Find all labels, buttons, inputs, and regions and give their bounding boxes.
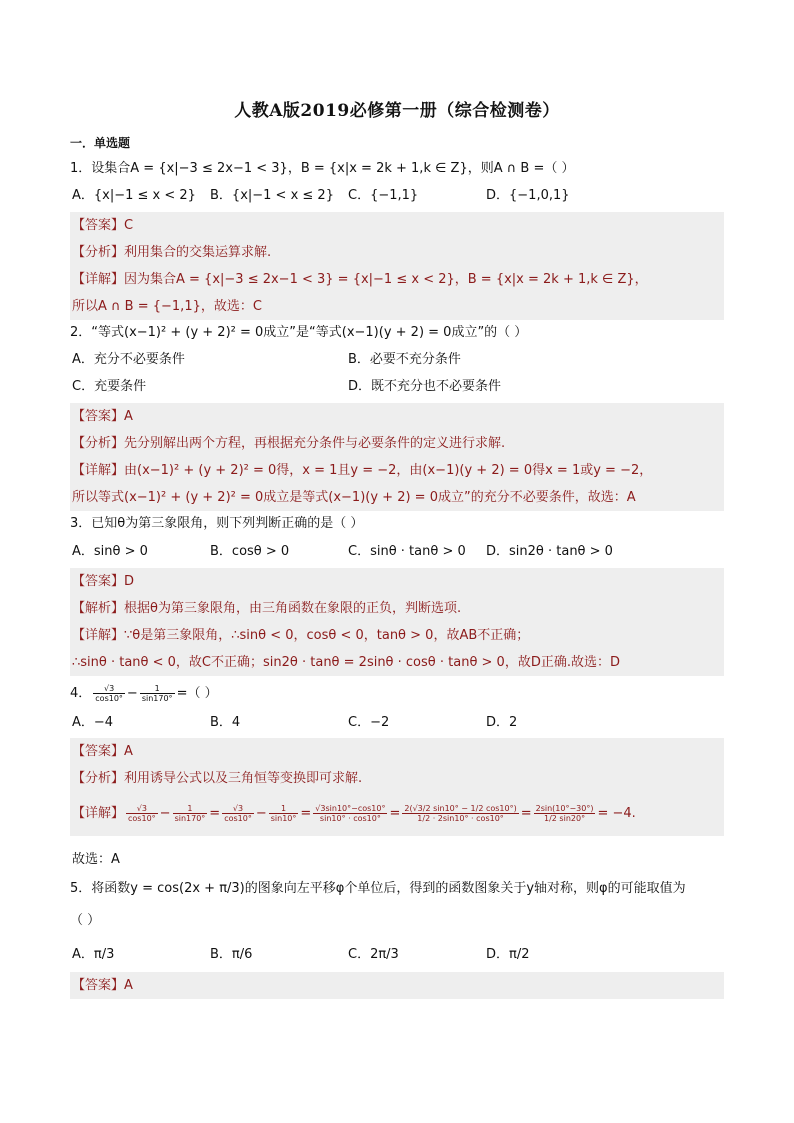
q3-analysis: 【解析】根据θ为第三象限角，由三角函数在象限的正负，判断选项. <box>72 601 462 616</box>
section-heading: 一．单选题 <box>70 136 131 150</box>
q4-stem-suffix: =（ ） <box>176 686 218 701</box>
q4-detail-fraction-1-numerator: √3 <box>126 804 158 814</box>
q4-detail-fraction-3 <box>222 804 254 823</box>
q4-detail-fraction-1-denominator: cos10° <box>128 814 156 823</box>
q5-option-a: A．π/3 <box>72 947 115 962</box>
q4-detail-fraction-4-denominator: sin10° · cos10° <box>319 814 381 823</box>
q4-fraction-2-numerator: 1 <box>140 684 175 694</box>
q4-detail-fraction-5-numerator: 2(√3/2 sin10° − 1/2 cos10°) <box>404 804 517 813</box>
q4-option-c: C．−2 <box>348 715 390 730</box>
q4-detail-fraction-5-denominator: 1/2 · 2sin10° · cos10° <box>417 814 504 823</box>
question-5-stem-line-1: 5．将函数y = cos(2x + π/3)的图象向左平移φ个单位后，得到的函数图象关于y轴对称，则φ的可能取值为 <box>70 881 686 896</box>
q2-option-a: A．充分不必要条件 <box>72 352 185 367</box>
q4-detail-fraction-2-numerator: 1 <box>173 804 208 814</box>
q4-option-b: B．4 <box>210 715 241 730</box>
question-5-answer-block <box>70 972 724 999</box>
q4-detail-prefix: 【详解】 <box>72 806 125 821</box>
q4-detail-fraction-3-denominator: cos10° <box>224 814 252 823</box>
question-5-stem-line-2: （ ） <box>70 913 101 928</box>
question-2-options-row-1 <box>70 349 724 371</box>
q4-detail-fraction-3b-numerator: 1 <box>269 804 299 814</box>
q4-detail-fraction-1 <box>126 804 158 823</box>
q4-detail-fraction-6-numerator: 2sin(10°−30°) <box>535 804 594 813</box>
question-4-stem: 4． $\frac{√3}{\cos 10^\circ}$ − $\frac{1}{\sin 170^\circ}$ =（ ） <box>70 684 218 703</box>
question-4-options <box>70 712 724 734</box>
q1-analysis: 【分析】利用集合的交集运算求解. <box>72 245 272 260</box>
q4-option-d: D．2 <box>486 715 518 730</box>
question-2-answer-block <box>70 403 724 511</box>
q1-option-a: A．{x|−1 ≤ x < 2} <box>72 188 196 203</box>
q4-detail-fraction-2 <box>173 804 208 823</box>
q4-fraction-1-numerator: √3 <box>93 684 125 694</box>
question-3-answer-block <box>70 568 724 676</box>
q1-option-b: B．{x|−1 < x ≤ 2} <box>210 188 334 203</box>
q2-analysis: 【分析】先分别解出两个方程，再根据充分条件与必要条件的定义进行求解. <box>72 436 506 451</box>
q5-answer: 【答案】A <box>72 978 133 993</box>
q3-option-a: A．sinθ > 0 <box>72 544 148 559</box>
question-5-options <box>70 944 724 966</box>
q5-option-c: C．2π/3 <box>348 947 399 962</box>
question-3-options <box>70 541 724 563</box>
q2-option-c: C．充要条件 <box>72 379 147 394</box>
q4-fraction-1-denominator: cos10° <box>95 694 123 703</box>
q2-answer: 【答案】A <box>72 409 133 424</box>
q4-answer: 【答案】A <box>72 744 133 759</box>
q5-option-d: D．π/2 <box>486 947 530 962</box>
question-4-answer-block <box>70 738 724 836</box>
q3-option-d: D．sin2θ · tanθ > 0 <box>486 544 613 559</box>
q4-fraction-1 <box>93 684 125 703</box>
question-3-stem: 3．已知θ为第三象限角，则下列判断正确的是（ ） <box>70 516 364 531</box>
q1-detail-line-1: 【详解】因为集合A = {x|−3 ≤ 2x−1 < 3} = {x|−1 ≤ x < 2}，B = {x|x = 2k + 1,k ∈ Z}， <box>72 272 648 287</box>
q2-detail-line-2: 所以等式(x−1)² + (y + 2)² = 0成立是等式(x−1)(y + 2) = 0成立”的充分不必要条件，故选：A <box>72 490 636 505</box>
q4-conclusion: 故选：A <box>72 852 120 867</box>
q4-detail-fraction-6 <box>534 804 596 823</box>
q4-detail-fraction-3b-denominator: sin10° <box>270 814 297 823</box>
q1-detail-line-2: 所以A ∩ B = {−1,1}，故选：C <box>72 299 262 314</box>
q1-option-d: D．{−1,0,1} <box>486 188 570 203</box>
q4-number: 4． <box>70 686 92 701</box>
question-1-stem: 1．设集合A = {x|−3 ≤ 2x−1 < 3}，B = {x|x = 2k + 1,k ∈ Z}，则A ∩ B =（ ） <box>70 161 575 176</box>
q4-option-a: A．−4 <box>72 715 114 730</box>
q3-option-c: C．sinθ · tanθ > 0 <box>348 544 466 559</box>
question-2-stem: 2．“等式(x−1)² + (y + 2)² = 0成立”是“等式(x−1)(y + 2) = 0成立”的（ ） <box>70 325 528 340</box>
q3-answer: 【答案】D <box>72 574 135 589</box>
q4-detail-fraction-4-numerator: √3sin10°−cos10° <box>315 804 386 813</box>
q4-detail-fraction-3-numerator: √3 <box>222 804 254 814</box>
q1-option-c: C．{−1,1} <box>348 188 419 203</box>
q5-option-b: B．π/6 <box>210 947 253 962</box>
q1-answer: 【答案】C <box>72 218 134 233</box>
q4-detail-fraction-5 <box>402 804 518 823</box>
q4-detail-fraction-6-denominator: 1/2 sin20° <box>544 814 586 823</box>
q4-fraction-2-denominator: sin170° <box>141 694 173 703</box>
q2-option-b: B．必要不充分条件 <box>348 352 461 367</box>
q3-detail-line-1: 【详解】∵θ是第三象限角，∴sinθ < 0，cosθ < 0，tanθ > 0，故AB不正确； <box>72 628 530 643</box>
q4-detail-fraction-4 <box>313 804 387 823</box>
q4-detail-fraction-2-denominator: sin170° <box>174 814 206 823</box>
q4-analysis: 【分析】利用诱导公式以及三角恒等变换即可求解. <box>72 771 363 786</box>
question-2-options-row-2 <box>70 376 724 398</box>
question-1-answer-block <box>70 212 724 320</box>
q4-fraction-2 <box>140 684 175 703</box>
q2-option-d: D．既不充分也不必要条件 <box>348 379 502 394</box>
q4-detail-result: = −4. <box>597 806 636 821</box>
question-1-options <box>70 185 724 207</box>
page-title: 人教A版2019必修第一册（综合检测卷） <box>234 101 560 121</box>
q4-detail-line: 【详解】 $\frac{√3}{\cos 10^\circ}$ − $\frac{1}{\sin 170^\circ}$ = $\frac{√3}{\cos 10^\circ}$ − $\frac{1}{\sin 10^\circ}$ = $\frac{√3\sin 10^\circ-\cos 10^\circ}{\sin 10^\circ \cdot \cos 10^\circ}$ = $\frac{2(√3/2 \sin 10^\circ - 1/2 \cos 10^\circ)}{1/2 \cdot 2\sin 10^\circ \cdot \cos 10^\circ}$ = $\frac{2\sin(10^\circ-30^\circ)}{1/2 \sin 20^\circ}$ = −4. <box>72 804 636 823</box>
q3-detail-line-2: ∴sinθ · tanθ < 0，故C不正确；sin2θ · tanθ = 2sinθ · cosθ · tanθ > 0，故D正确.故选：D <box>72 655 620 670</box>
q4-detail-fraction-3b <box>269 804 299 823</box>
q3-option-b: B．cosθ > 0 <box>210 544 290 559</box>
q2-detail-line-1: 【详解】由(x−1)² + (y + 2)² = 0得，x = 1且y = −2，由(x−1)(y + 2) = 0得x = 1或y = −2， <box>72 463 653 478</box>
